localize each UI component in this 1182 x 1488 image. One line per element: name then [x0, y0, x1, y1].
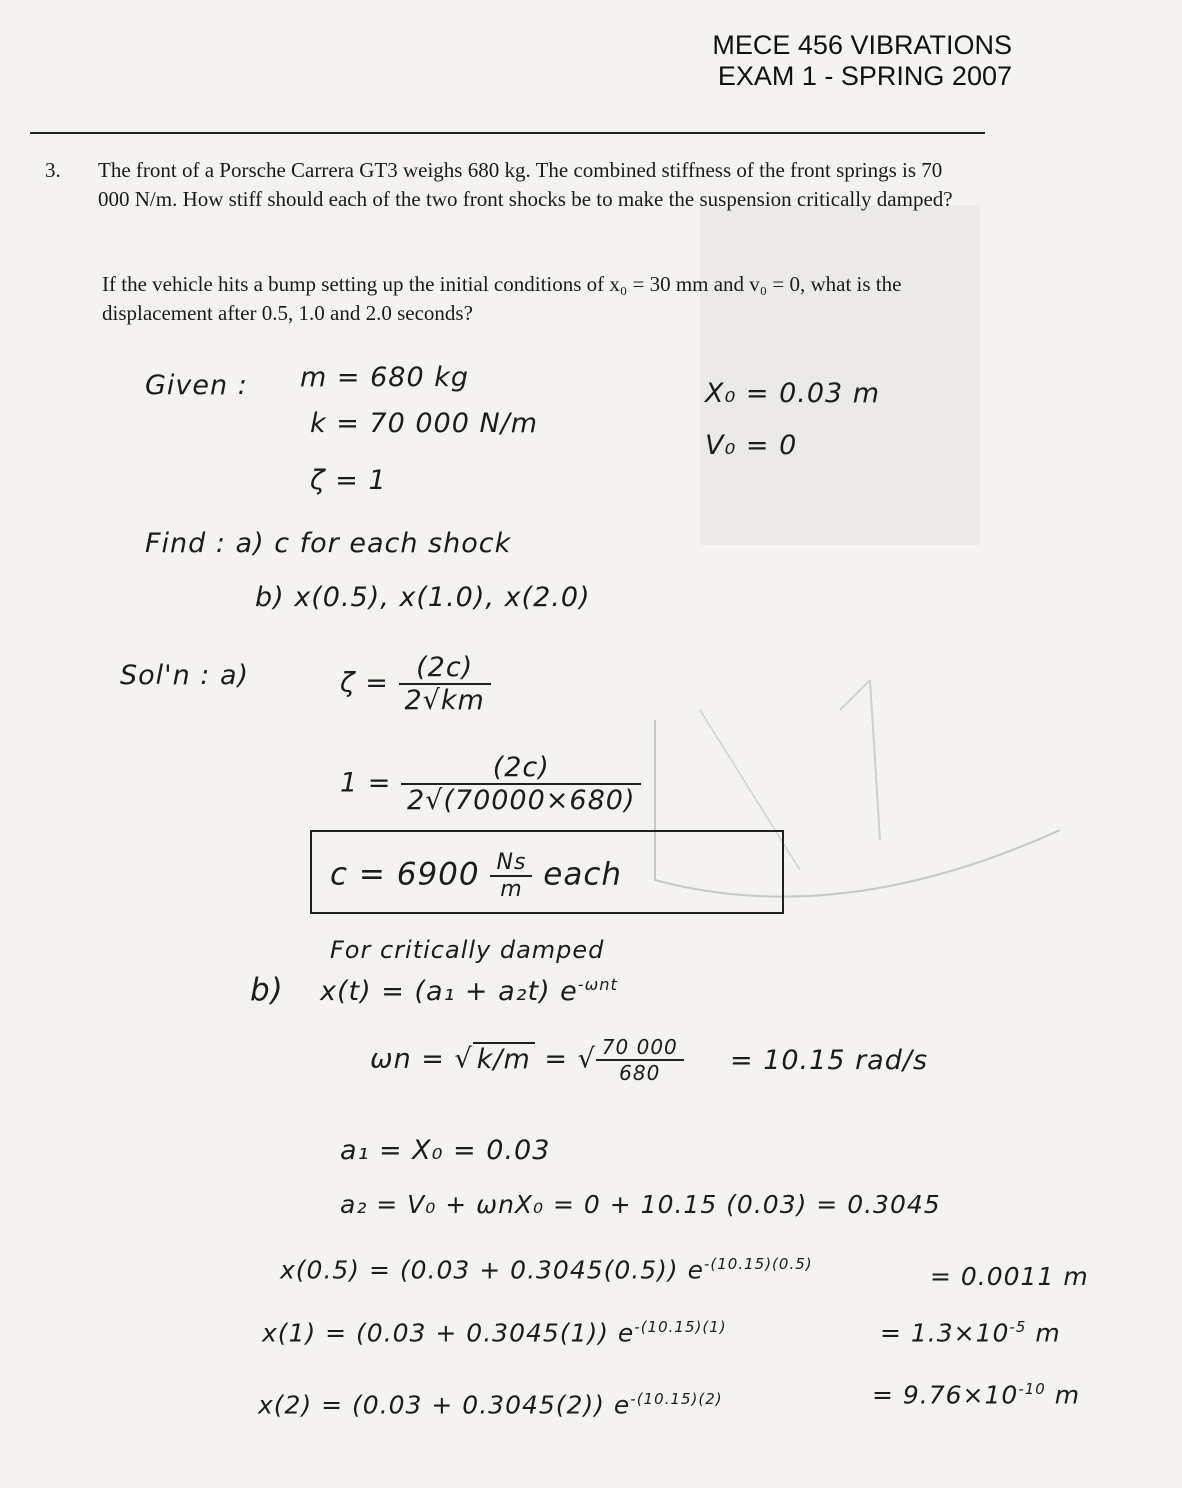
header-rule	[30, 132, 985, 134]
answer-c	[330, 850, 622, 902]
x05-result: = 0.0011 m	[930, 1262, 1089, 1291]
find-a: Find : a) c for each shock	[145, 528, 512, 559]
a1-equation: a₁ = X₀ = 0.03	[340, 1135, 551, 1166]
x05-equation	[280, 1255, 813, 1284]
zeta-denominator: 2√km	[404, 685, 485, 716]
wn-sqrt: k/m	[473, 1042, 535, 1075]
zeta-equation	[340, 652, 491, 716]
x1-base: x(1) = (0.03 + 0.3045(1)) e	[262, 1318, 635, 1348]
wn-fraction	[596, 1035, 684, 1085]
exam-header	[712, 30, 1012, 92]
answer-unit	[490, 850, 532, 902]
x2-power: -10	[1018, 1380, 1046, 1398]
unity-lhs: 1 =	[340, 767, 392, 799]
x05-base: x(0.5) = (0.03 + 0.3045(0.5)) e	[280, 1255, 704, 1285]
given-mass: m = 680 kg	[300, 362, 469, 393]
x2-unit: m	[1054, 1380, 1081, 1410]
course-title: MECE 456 VIBRATIONS	[712, 30, 1012, 60]
zeta-numerator: (2c)	[399, 652, 491, 685]
x05-exponent: -(10.15)(0.5)	[703, 1255, 813, 1273]
critical-label: For critically damped	[330, 936, 605, 964]
zeta-lhs: ζ =	[340, 667, 389, 699]
exam-title: EXAM 1 - SPRING 2007	[717, 61, 1012, 91]
answer-each: each	[543, 856, 623, 893]
a2-equation: a₂ = V₀ + ωnX₀ = 0 + 10.15 (0.03) = 0.3045	[340, 1190, 941, 1219]
x2-base: x(2) = (0.03 + 0.3045(2)) e	[258, 1390, 631, 1420]
given-label: Given :	[145, 370, 248, 401]
question-text-2: If the vehicle hits a bump setting up the initial conditions of x₀ = 30 mm and v₀ = 0, what is the displacement after 0.5, 1.0 and 2.0 seconds?	[102, 272, 902, 325]
wn-den: 680	[619, 1061, 661, 1085]
wn-lhs: ωn =	[370, 1043, 445, 1075]
xt-base: x(t) = (a₁ + a₂t) e	[320, 976, 578, 1007]
x2-equation	[258, 1390, 723, 1419]
xt-exponent: -ωnt	[577, 975, 618, 994]
unity-numerator: (2c)	[401, 752, 642, 785]
given-x0: X₀ = 0.03 m	[705, 378, 881, 409]
x2-exponent: -(10.15)(2)	[630, 1390, 723, 1408]
bleed-through-photo	[700, 205, 980, 545]
wn-equation: ωn = √ k/m = √ $\frac{70 000}{680}$	[370, 1035, 684, 1085]
answer-unit-num: Ns	[490, 850, 532, 877]
unity-denominator: 2√(70000×680)	[406, 785, 636, 816]
question-text: The front of a Porsche Carrera GT3 weighs 680 kg. The combined stiffness of the front springs is 70 000 N/m. How stiff should each of the two front shocks be to make the suspension critically damped?	[98, 158, 953, 211]
zeta-fraction	[399, 652, 491, 716]
solution-label: Sol'n : a)	[120, 660, 250, 691]
b-label: b)	[250, 972, 284, 1008]
x2-result	[872, 1380, 1080, 1409]
unity-equation	[340, 752, 641, 816]
given-zeta: ζ = 1	[310, 465, 387, 496]
xt-equation	[320, 975, 618, 1007]
answer-c-value: c = 6900	[330, 856, 480, 893]
x1-equation	[262, 1318, 727, 1347]
x1-power: -5	[1009, 1318, 1027, 1336]
answer-unit-den: m	[500, 877, 523, 902]
x1-unit: m	[1035, 1318, 1061, 1348]
given-stiffness: k = 70 000 N/m	[310, 408, 539, 439]
x1-value: = 1.3×10	[880, 1318, 1010, 1348]
x1-result	[880, 1318, 1061, 1347]
given-v0: V₀ = 0	[705, 430, 798, 461]
question-number: 3.	[45, 158, 61, 182]
find-b: b) x(0.5), x(1.0), x(2.0)	[255, 582, 591, 613]
wn-num: 70 000	[596, 1035, 684, 1061]
wn-result: = 10.15 rad/s	[730, 1045, 929, 1076]
unity-fraction	[401, 752, 642, 816]
x1-exponent: -(10.15)(1)	[634, 1318, 727, 1336]
x2-value: = 9.76×10	[872, 1380, 1019, 1410]
